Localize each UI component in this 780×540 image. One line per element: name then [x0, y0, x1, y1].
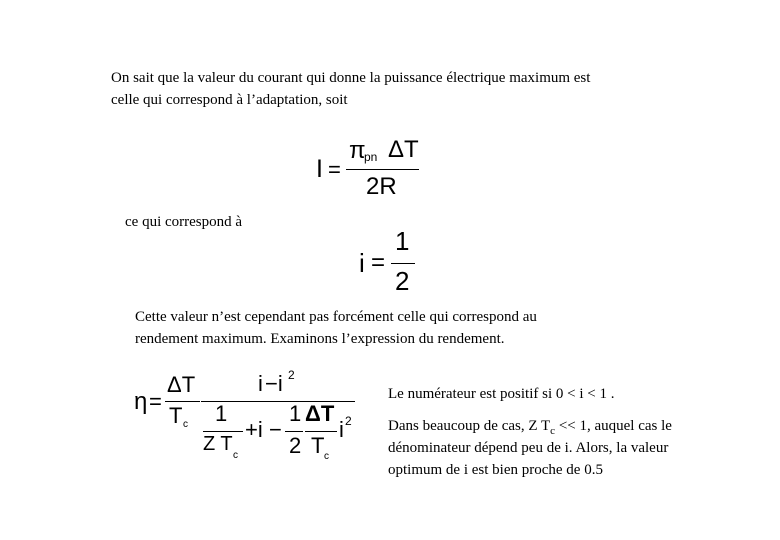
- eq1-delta-t: ΔT: [388, 136, 419, 163]
- denominator-note-line-1: [388, 415, 672, 438]
- eq3-delta-t: ΔT: [167, 372, 196, 397]
- eq3-den-half-num: 1: [289, 401, 302, 426]
- eq1-pi: π: [349, 137, 366, 164]
- eq3-den-minus: −: [269, 417, 282, 442]
- eq2-lhs: i: [359, 248, 365, 278]
- intro-line-2: celle qui correspond à l’adaptation, soit: [111, 92, 348, 108]
- eq3-num-minus-i: −i: [265, 371, 283, 396]
- eq2-denominator: 2: [395, 266, 410, 296]
- eq3-num-sq: 2: [288, 368, 295, 382]
- denominator-note-1b: << 1, auquel cas le: [555, 418, 672, 434]
- eq3-den-sq: 2: [345, 414, 352, 428]
- eq1-lhs: I: [316, 155, 323, 183]
- rendement-line-2: rendement maximum. Examinons l’expression du rendement.: [135, 331, 505, 347]
- eq3-den-half-bar: [285, 431, 303, 432]
- eq3-den-delta-t: ΔT: [305, 401, 335, 426]
- eq3-dt-bar: [165, 401, 200, 402]
- eq3-den-one: 1: [215, 401, 228, 426]
- eq3-tc-sub: c: [183, 419, 188, 430]
- denominator-note-line-2: dénominateur dépend peu de i. Alors, la valeur: [388, 440, 669, 456]
- eq3-den-tc-sub: c: [324, 451, 329, 462]
- eq3-equals: =: [149, 389, 162, 414]
- eq2-fraction-bar: [391, 263, 415, 264]
- eq3-num-i: i: [258, 371, 263, 396]
- denominator-note-1-sub: c: [550, 425, 556, 437]
- eq1-pi-sub: pn: [364, 150, 378, 164]
- corresponds-text: ce qui correspond à: [125, 214, 243, 230]
- denominator-note-1a: Dans beaucoup de cas, Z T: [388, 418, 551, 434]
- eq3-den-plus-i: +i: [245, 417, 263, 442]
- denominator-note-line-3: optimum de i est bien proche de 0.5: [388, 462, 603, 478]
- rendement-line-1: Cette valeur n’est cependant pas forcément celle qui correspond au: [135, 309, 537, 325]
- eq1-denominator: 2R: [366, 173, 397, 200]
- eq3-den-zt: Z T: [203, 433, 233, 455]
- eq3-den-half-den: 2: [289, 433, 302, 458]
- eq1-fraction-bar: [346, 169, 419, 170]
- eq1-equals: =: [328, 157, 341, 182]
- intro-line-1: On sait que la valeur du courant qui donne la puissance électrique maximum est: [111, 70, 591, 86]
- numerator-note: Le numérateur est positif si 0 < i < 1 .: [388, 386, 615, 402]
- eq3-tc: T: [169, 403, 183, 428]
- eq3-den-dt-bar: [305, 431, 337, 432]
- eq3-den-zt-bar: [203, 431, 243, 432]
- eq2-numerator: 1: [395, 226, 410, 256]
- eq2-equals: =: [371, 249, 386, 276]
- eq3-den-i: i: [339, 417, 344, 442]
- eq3-eta: η: [134, 388, 148, 415]
- eq3-den-tc: T: [311, 433, 325, 458]
- eq3-den-zt-sub: c: [233, 450, 238, 461]
